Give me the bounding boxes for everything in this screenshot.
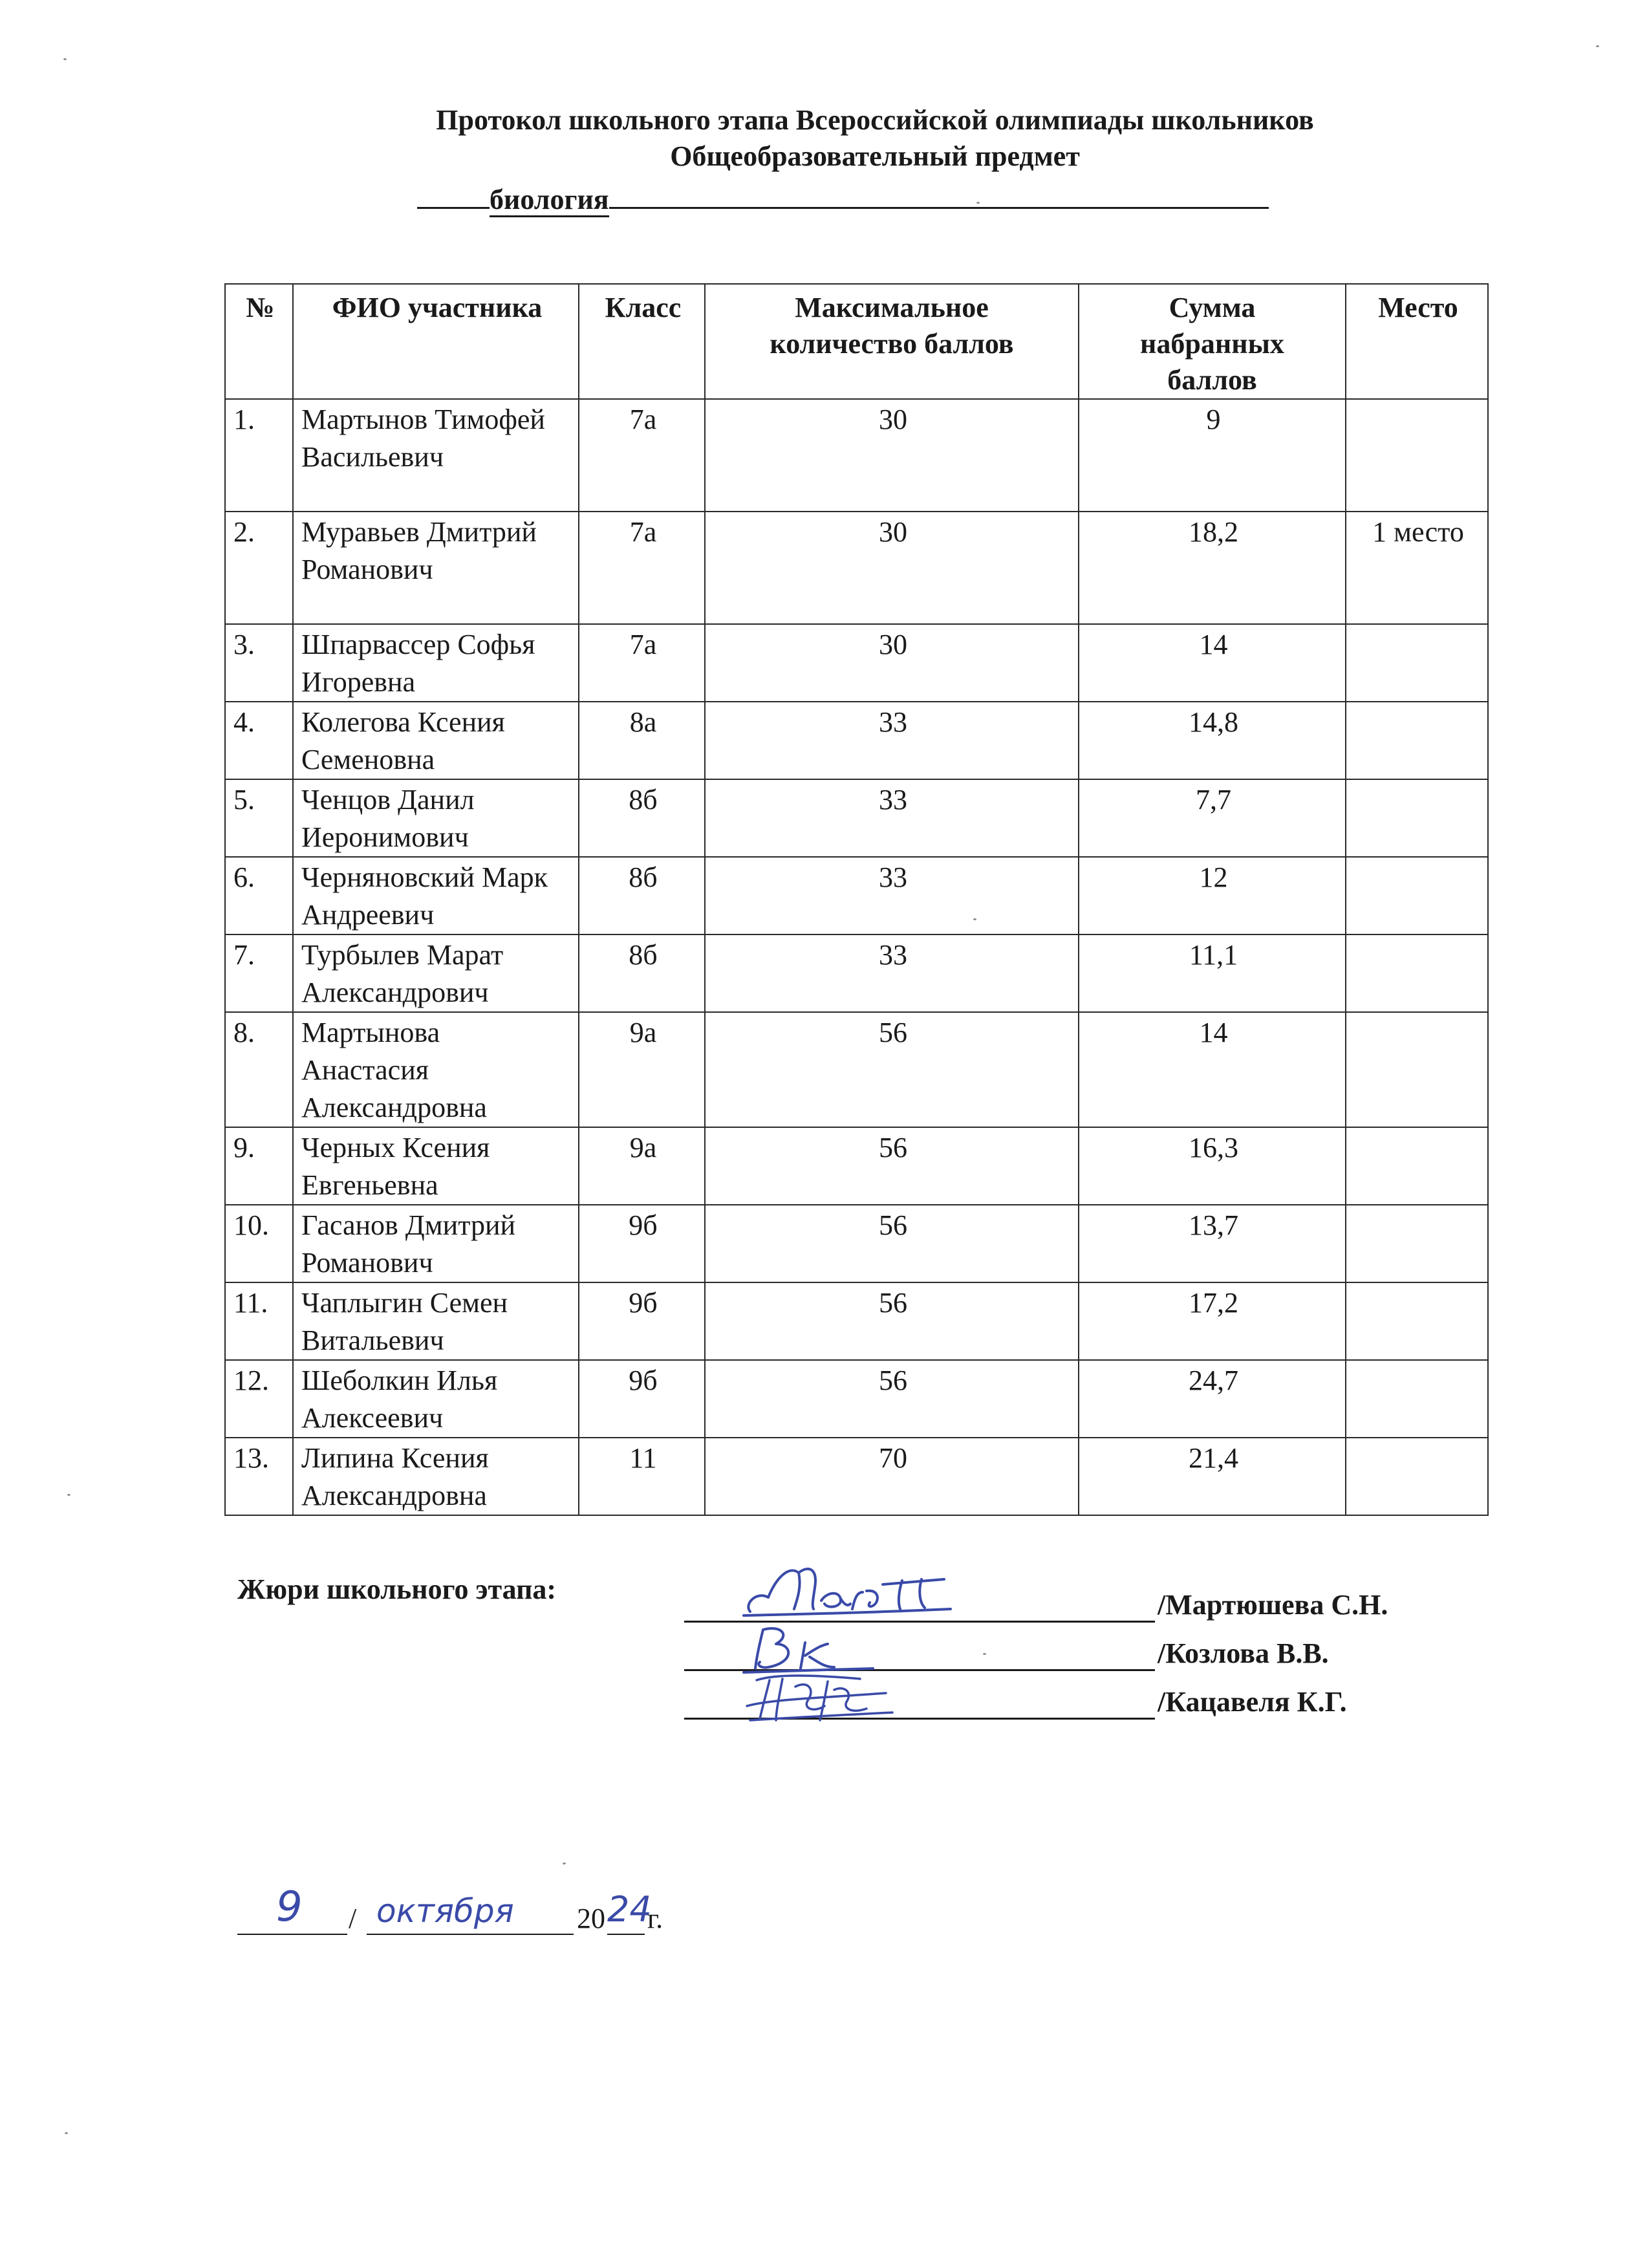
scan-speck — [983, 1653, 986, 1655]
row-num: 1. — [225, 399, 293, 512]
protocol-title: Протокол школьного этапа Всероссийской олимпиады школьников — [436, 104, 1314, 136]
table-row — [225, 1282, 1488, 1360]
table-row — [225, 1438, 1488, 1515]
jury-member-name: /Мартюшева С.Н. — [1158, 1589, 1388, 1621]
row-max: 56 — [705, 1282, 1079, 1360]
row-num: 9. — [225, 1127, 293, 1205]
row-place: 1 место — [1346, 512, 1488, 624]
row-max: 30 — [705, 399, 1079, 512]
row-name: Черных Ксения Евгеньевна — [293, 1127, 579, 1205]
row-num: 13. — [225, 1438, 293, 1515]
row-place — [1346, 1438, 1488, 1515]
row-grade: 9б — [579, 1360, 705, 1438]
table-row — [225, 1127, 1488, 1205]
table-row — [225, 624, 1488, 702]
row-grade: 9б — [579, 1282, 705, 1360]
col-header-num: № — [225, 284, 293, 399]
jury-label: Жюри школьного этапа: — [237, 1573, 557, 1605]
row-place — [1346, 857, 1488, 934]
row-score: 21,4 — [1079, 1438, 1346, 1515]
scan-speck — [67, 1494, 70, 1496]
table-row — [225, 1012, 1488, 1127]
row-max: 56 — [705, 1360, 1079, 1438]
row-num: 5. — [225, 779, 293, 857]
results-table — [224, 283, 1489, 1516]
row-num: 10. — [225, 1205, 293, 1282]
row-name: Турбылев Марат Александрович — [293, 934, 579, 1012]
scan-speck — [65, 2132, 68, 2134]
row-score: 13,7 — [1079, 1205, 1346, 1282]
table-row — [225, 1360, 1488, 1438]
subject-line — [417, 181, 1322, 217]
row-max: 33 — [705, 934, 1079, 1012]
row-num: 4. — [225, 702, 293, 779]
row-num: 11. — [225, 1282, 293, 1360]
row-num: 2. — [225, 512, 293, 624]
row-max: 30 — [705, 624, 1079, 702]
row-grade: 8б — [579, 779, 705, 857]
row-score: 17,2 — [1079, 1282, 1346, 1360]
subject-value: биология — [490, 184, 609, 217]
row-score: 14,8 — [1079, 702, 1346, 779]
table-row — [225, 512, 1488, 624]
signature-kc — [737, 1661, 905, 1725]
row-name: Мартынова Анастасия Александровна — [293, 1012, 579, 1127]
row-name: Чаплыгин Семен Витальевич — [293, 1282, 579, 1360]
date-day: 9 — [276, 1883, 303, 1931]
scan-speck — [976, 202, 980, 204]
row-place — [1346, 1205, 1488, 1282]
row-name: Мартынов Тимофей Васильевич — [293, 399, 579, 512]
scan-speck — [1596, 45, 1599, 47]
subject-caption: Общеобразовательный предмет — [670, 140, 1080, 172]
col-header-grade: Класс — [579, 284, 705, 399]
row-grade: 9а — [579, 1127, 705, 1205]
row-score: 16,3 — [1079, 1127, 1346, 1205]
row-place — [1346, 1282, 1488, 1360]
date-year-prefix: 20 — [577, 1903, 605, 1934]
row-score: 14 — [1079, 1012, 1346, 1127]
row-grade: 8б — [579, 934, 705, 1012]
row-name: Липина Ксения Александровна — [293, 1438, 579, 1515]
table-row — [225, 779, 1488, 857]
row-num: 6. — [225, 857, 293, 934]
row-grade: 7а — [579, 399, 705, 512]
row-place — [1346, 399, 1488, 512]
scan-speck — [63, 58, 67, 60]
row-max: 70 — [705, 1438, 1079, 1515]
row-max: 33 — [705, 779, 1079, 857]
row-place — [1346, 1012, 1488, 1127]
date-month-line — [367, 1934, 574, 1935]
jury-member-name: /Козлова В.В. — [1158, 1637, 1329, 1669]
row-num: 7. — [225, 934, 293, 1012]
row-place — [1346, 1360, 1488, 1438]
col-header-total-score: Сумма набранных баллов — [1079, 284, 1346, 399]
row-score: 11,1 — [1079, 934, 1346, 1012]
table-row — [225, 399, 1488, 512]
row-place — [1346, 702, 1488, 779]
date-month: октября — [376, 1892, 514, 1930]
row-grade: 11 — [579, 1438, 705, 1515]
scan-speck — [563, 1863, 566, 1864]
col-header-name: ФИО участника — [293, 284, 579, 399]
row-place — [1346, 934, 1488, 1012]
row-num: 8. — [225, 1012, 293, 1127]
row-max: 33 — [705, 702, 1079, 779]
row-max: 30 — [705, 512, 1079, 624]
row-score: 14 — [1079, 624, 1346, 702]
row-score: 18,2 — [1079, 512, 1346, 624]
row-name: Муравьев Дмитрий Романович — [293, 512, 579, 624]
row-place — [1346, 624, 1488, 702]
row-name: Шеболкин Илья Алексеевич — [293, 1360, 579, 1438]
row-name: Колегова Ксения Семеновна — [293, 702, 579, 779]
row-num: 3. — [225, 624, 293, 702]
row-grade: 9б — [579, 1205, 705, 1282]
row-grade: 7а — [579, 624, 705, 702]
date-line — [237, 1883, 949, 1940]
row-score: 12 — [1079, 857, 1346, 934]
row-grade: 8б — [579, 857, 705, 934]
row-place — [1346, 779, 1488, 857]
date-year-line — [607, 1934, 645, 1935]
date-day-line — [237, 1934, 347, 1935]
row-max: 33 — [705, 857, 1079, 934]
table-row — [225, 702, 1488, 779]
row-max: 56 — [705, 1205, 1079, 1282]
row-name: Ченцов Данил Иеронимович — [293, 779, 579, 857]
date-suffix: г. — [647, 1903, 663, 1934]
row-grade: 7а — [579, 512, 705, 624]
row-score: 24,7 — [1079, 1360, 1346, 1438]
row-score: 9 — [1079, 399, 1346, 512]
row-max: 56 — [705, 1127, 1079, 1205]
row-num: 12. — [225, 1360, 293, 1438]
scan-speck — [973, 918, 976, 920]
date-separator: / — [349, 1903, 357, 1934]
table-row — [225, 934, 1488, 1012]
row-max: 56 — [705, 1012, 1079, 1127]
row-name: Шпарвассер Софья Игоревна — [293, 624, 579, 702]
signature-mar — [737, 1552, 970, 1623]
row-name: Гасанов Дмитрий Романович — [293, 1205, 579, 1282]
date-year-suffix: 24 — [607, 1889, 652, 1930]
table-header-row — [225, 284, 1488, 399]
col-header-max-score: Максимальное количество баллов — [705, 284, 1079, 399]
table-row — [225, 1205, 1488, 1282]
jury-member-name: /Кацавеля К.Г. — [1158, 1686, 1347, 1718]
row-grade: 8а — [579, 702, 705, 779]
row-place — [1346, 1127, 1488, 1205]
row-name: Черняновский Марк Андреевич — [293, 857, 579, 934]
row-grade: 9а — [579, 1012, 705, 1127]
col-header-place: Место — [1346, 284, 1488, 399]
table-row — [225, 857, 1488, 934]
row-score: 7,7 — [1079, 779, 1346, 857]
